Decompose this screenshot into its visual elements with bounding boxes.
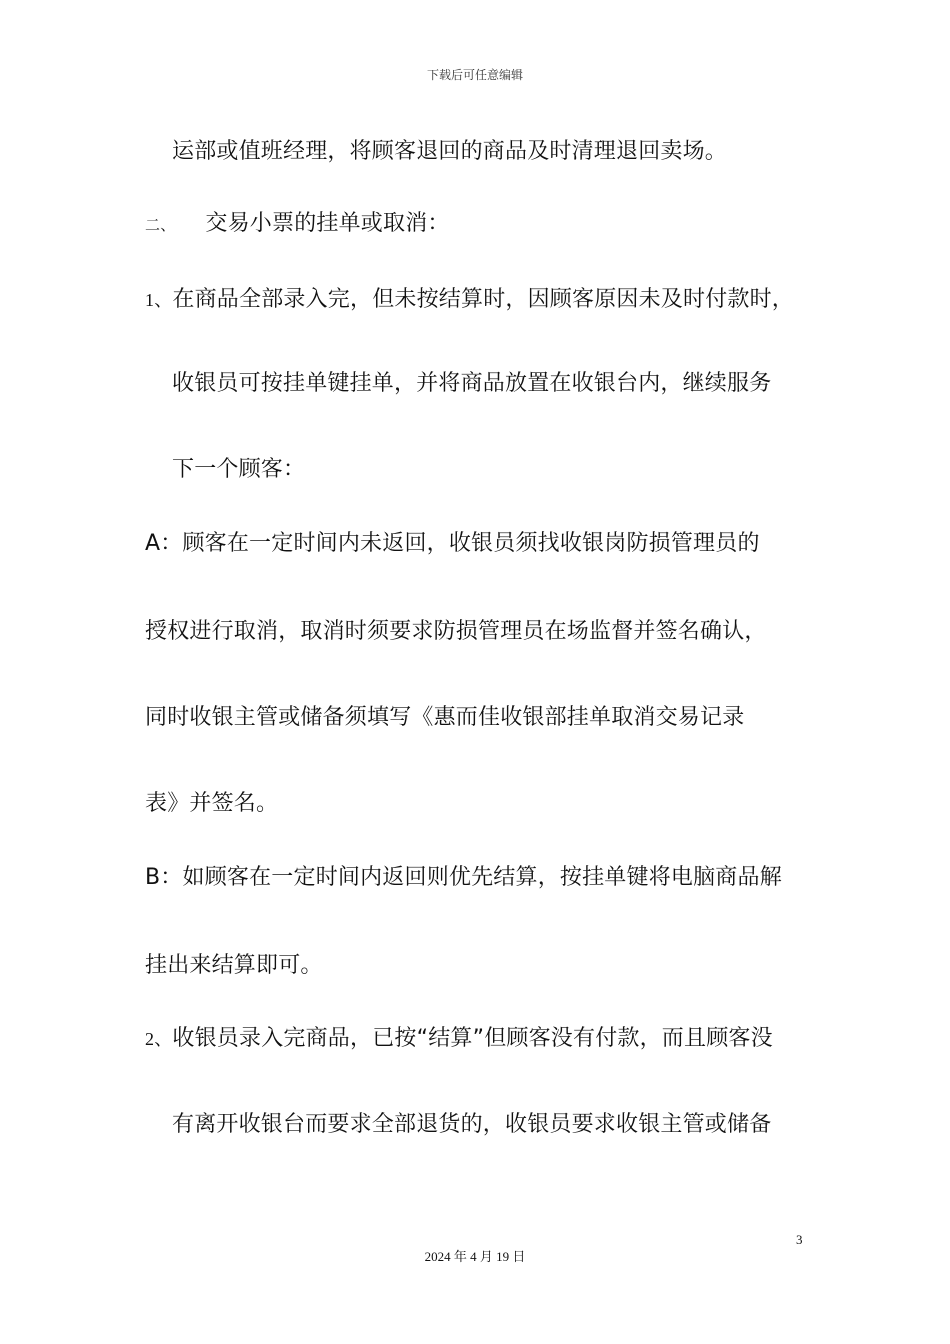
line-text: 收银员录入完商品，已按“结算”但顾客没有付款，而且顾客没 (172, 1026, 773, 1051)
line-text: 有离开收银台而要求全部退货的，收银员要求收银主管或储备 (172, 1112, 772, 1137)
line-text: B：如顾客在一定时间内返回则优先结算，按挂单键将电脑商品解 (145, 865, 782, 890)
text-line-9 (145, 789, 278, 819)
text-line-6 (145, 529, 760, 559)
section-number: 二、 (145, 216, 176, 234)
line-text: 表》并签名。 (145, 791, 279, 816)
text-line-7 (145, 617, 767, 647)
text-line-1 (172, 137, 727, 167)
text-line-11 (145, 951, 323, 981)
section-title: 交易小票的挂单或取消： (205, 211, 450, 236)
text-line-8 (145, 703, 744, 733)
text-line-13 (172, 1110, 771, 1140)
line-text: 下一个顾客： (172, 457, 306, 482)
section-heading (145, 209, 450, 240)
list-number: 1、 (145, 290, 173, 310)
text-line-3 (145, 285, 794, 315)
text-line-10 (145, 863, 782, 893)
line-text: 挂出来结算即可。 (145, 953, 323, 978)
text-line-4 (172, 369, 771, 399)
line-text: A：顾客在一定时间内未返回，收银员须找收银岗防损管理员的 (145, 531, 760, 556)
line-text: 运部或值班经理，将顾客退回的商品及时清理退回卖场。 (172, 139, 728, 164)
line-text: 授权进行取消，取消时须要求防损管理员在场监督并签名确认， (145, 619, 767, 644)
text-line-5 (172, 455, 305, 485)
list-number: 2、 (145, 1029, 173, 1049)
line-text: 在商品全部录入完，但未按结算时，因顾客原因未及时付款时， (172, 287, 795, 312)
page-header: 下载后可任意编辑 (426, 68, 523, 82)
text-line-12 (145, 1024, 773, 1054)
line-text: 同时收银主管或储备须填写《惠而佳收银部挂单取消交易记录 (145, 705, 745, 730)
line-text: 收银员可按挂单键挂单，并将商品放置在收银台内，继续服务 (172, 371, 772, 396)
footer-date: 2024 年 4 月 19 日 (424, 1249, 526, 1264)
page-number: 3 (796, 1232, 803, 1247)
